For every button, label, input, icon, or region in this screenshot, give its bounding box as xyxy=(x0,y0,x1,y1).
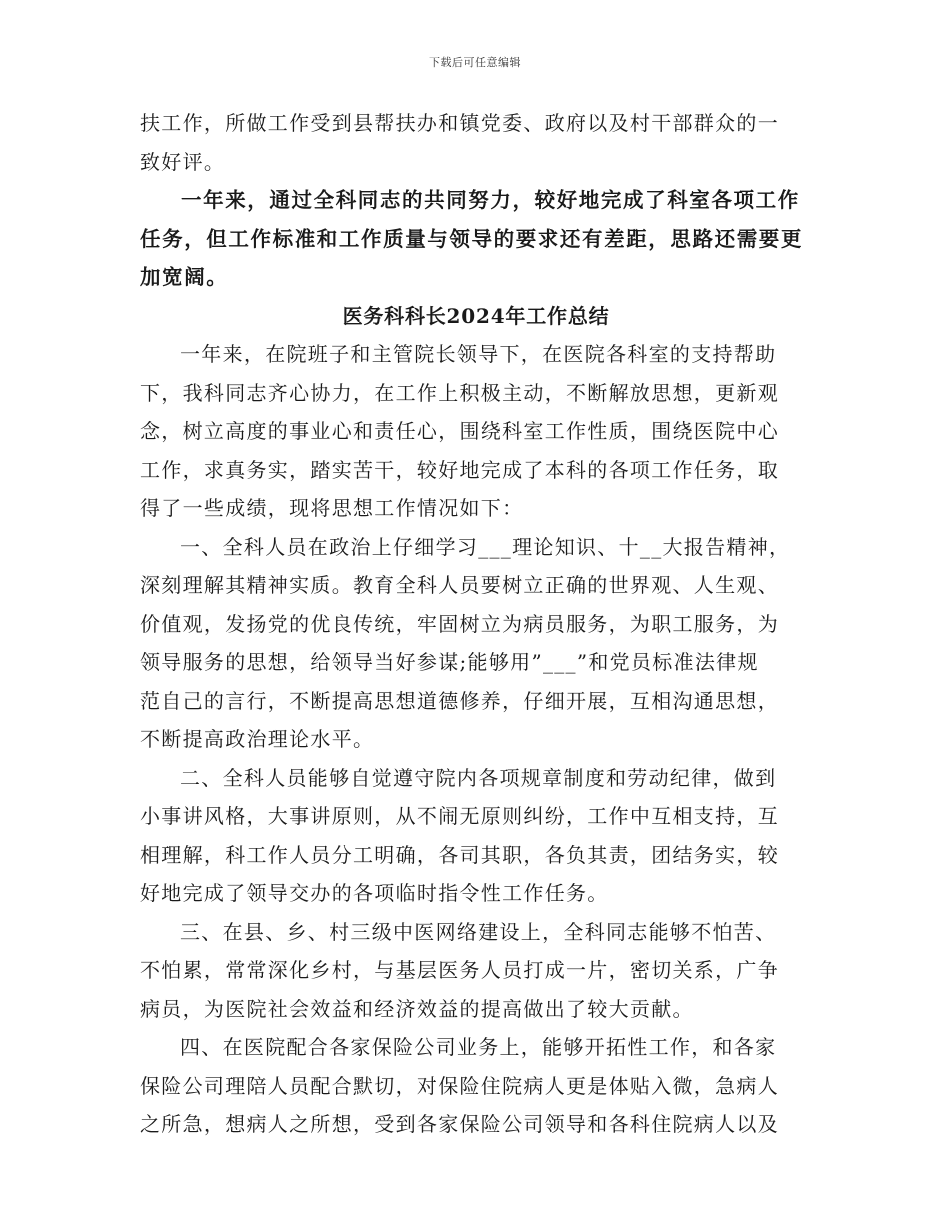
text-line: 四、在医院配合各家保险公司业务上，能够开拓性工作，和各家 xyxy=(180,1035,777,1059)
text-line: 念，树立高度的事业心和责任心，围绕科室工作性质，围绕医院中心 xyxy=(140,419,779,443)
text-line: 好地完成了领导交办的各项临时指令性工作任务。 xyxy=(140,881,609,905)
text-line: 一、全科人员在政治上仔细学习___理论知识、十__大报告精神， xyxy=(180,534,791,559)
document-body xyxy=(140,104,812,1144)
text-line: 深刻理解其精神实质。教育全科人员要树立正确的世界观、人生观、 xyxy=(140,573,779,597)
text-line: 相理解，科工作人员分工明确，各司其职，各负其责，团结务实，较 xyxy=(140,842,779,867)
paragraph-two xyxy=(140,759,812,913)
paragraph-three xyxy=(140,913,812,1029)
text-line: 工作，求真务实，踏实苦干，较好地完成了本科的各项工作任务，取 xyxy=(140,457,779,482)
paragraph-one xyxy=(140,528,812,759)
text-line: 一年来，通过全科同志的共同努力，较好地完成了科室各项工作 xyxy=(181,188,800,212)
text-line: 得了一些成绩，现将思想工作情况如下： xyxy=(140,496,524,520)
text-line: 不怕累，常常深化乡村，与基层医务人员打成一片，密切关系，广争 xyxy=(140,958,779,982)
document-title: 医务科科长2024年工作总结 xyxy=(342,303,610,328)
text-line: 三、在县、乡、村三级中医网络建设上，全科同志能够不怕苦、 xyxy=(180,919,777,944)
text-line: 价值观，发扬党的优良传统，牢固树立为病员服务，为职工服务，为 xyxy=(140,611,779,636)
text-line: 病员，为医院社会效益和经济效益的提高做出了较大贡献。 xyxy=(140,996,694,1021)
text-line: 加宽阔。 xyxy=(140,265,229,289)
paragraph-four xyxy=(140,1028,812,1144)
summary-paragraph xyxy=(140,181,812,297)
text-line: 任务，但工作标准和工作质量与领导的要求还有差距，思路还需要更 xyxy=(140,226,803,251)
text-line: 保险公司理陪人员配合默切，对保险住院病人更是体贴入微，急病人 xyxy=(140,1073,779,1098)
text-line: 小事讲风格，大事讲原则，从不闹无原则纠纷，工作中互相支持，互 xyxy=(140,804,779,828)
text-line: 下，我科同志齐心协力，在工作上积极主动，不断解放思想，更新观 xyxy=(140,380,779,405)
text-line: 扶工作，所做工作受到县帮扶办和镇党委、政府以及村干部群众的一 xyxy=(140,111,779,135)
page-header-note: 下载后可任意编辑 xyxy=(429,56,521,69)
paragraph-opening xyxy=(140,335,812,528)
text-line: 致好评。 xyxy=(140,149,226,174)
text-line: 不断提高政治理论水平。 xyxy=(140,727,375,751)
intro-paragraph xyxy=(140,104,812,181)
text-line: 范自己的言行，不断提高思想道德修养，仔细开展，互相沟通思想， xyxy=(140,688,779,713)
text-line: 一年来，在院班子和主管院长领导下，在医院各科室的支持帮助 xyxy=(180,342,777,366)
text-line: 二、全科人员能够自觉遵守院内各项规章制度和劳动纪律，做到 xyxy=(180,765,777,790)
text-line: 之所急，想病人之所想，受到各家保险公司领导和各科住院病人以及 xyxy=(140,1112,779,1136)
text-line: 领导服务的思想，给领导当好参谋;能够用”___”和党员标准法律规 xyxy=(140,650,759,674)
